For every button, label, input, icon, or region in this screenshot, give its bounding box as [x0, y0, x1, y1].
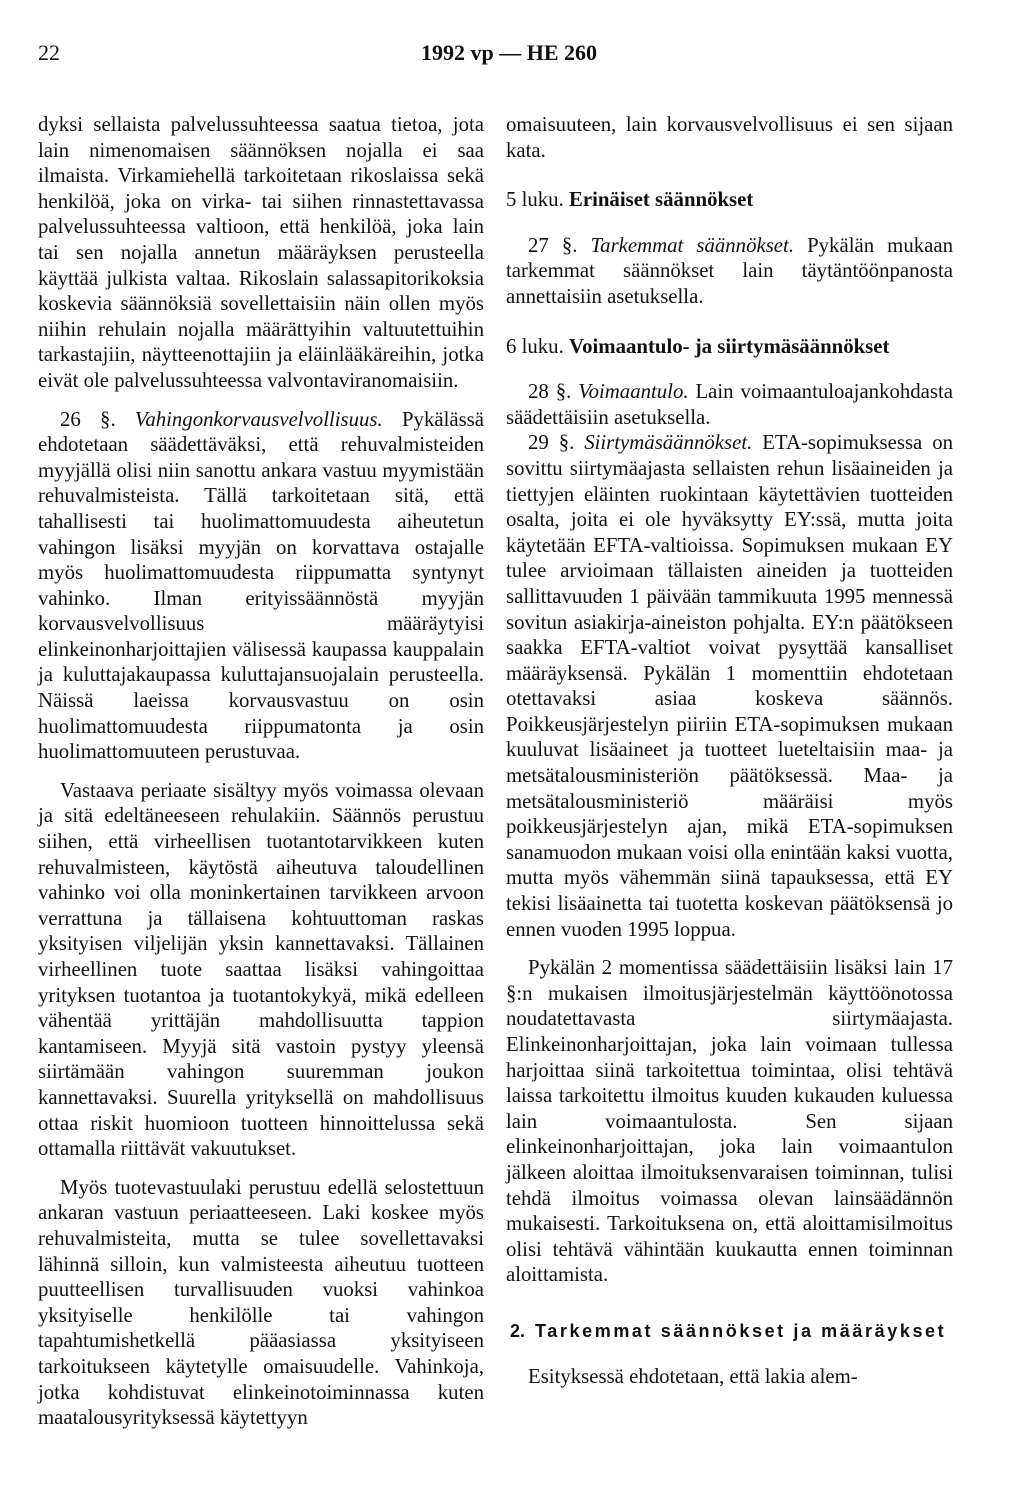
- section-2-heading: [506, 1318, 953, 1344]
- section-body: Pykälän mukaan tarkemmat säännökset lain täytäntöönpanosta annettaisiin asetuksella.: [506, 233, 953, 308]
- section-number: 26 §.: [60, 407, 116, 431]
- paragraph-product-liability: Myös tuotevastuulaki perustuu edellä selostettuun ankaran vastuun periaatteeseen. Laki koskee myös rehuvalmisteita, mutta se tulee sovellettavaksi lähinnä silloin, kun valmisteesta aiheutuu tuotteen puutteellisen turvallisuuden vuoksi vahinkoa yksityiselle henkilölle tai vahingon tapahtumishetkellä pääasiassa yksityiseen tarkoitukseen käytetylle omaisuudelle. Vahinkoja, jotka kohdistuvat elinkeinotoiminnassa kuten maatalousyrityksessä käytettyyn: [38, 1175, 484, 1430]
- section-title: Tarkemmat säännökset.: [590, 233, 795, 257]
- heading-number: 2.: [510, 1320, 526, 1341]
- page-header: [38, 40, 980, 80]
- section-29: [506, 430, 953, 942]
- section-body: ETA-sopimuksessa on sovittu siirtymäajasta sellaisten rehun lisäaineiden ja tiettyjen eläinten ruokintaan käytettävien tuotteiden osalta, joita ei ole hyväksytty EY:ssä, mutta joita käytetään EFTA-valtioissa. Sopimuksen mukaan EY tulee arvioimaan tällaisten aineiden ja tuotteiden sallittavuuden 1 päivään tammikuuta 1995 mennessä sovitun asiakirja-aineiston pohjalta. EY:n päätökseen saakka EFTA-valtiot voivat pysyttää kansalliset määräyksensä. Pykälän 1 momenttiin ehdotetaan otettavaksi asiaa koskeva säännös. Poikkeusjärjestelyn piiriin ETA-sopimuksen mukaan kuuluvat lisäaineet ja tuotteet lueteltaisiin maa- ja metsätalousministeriön päätöksessä. Maa- ja metsätalousministeriö määräisi myös poikkeusjärjestelyn ajan, mikä ETA-sopimuksen sanamuodon mukaan voisi olla enintään kaksi vuotta, mutta myös vähemmän siinä tapauksessa, että EY tekisi lisäainetta tai tuotetta koskevan päätöksensä jo ennen vuoden 1995 loppua.: [506, 431, 953, 941]
- section-number: 27 §.: [528, 233, 578, 257]
- chapter-title: Erinäiset säännökset: [568, 188, 754, 212]
- section-title: Voimaantulo.: [578, 380, 689, 404]
- section-28: [506, 379, 953, 430]
- section-26: [38, 407, 484, 765]
- section-number: 28 §.: [528, 380, 572, 404]
- section-body: Pykälässä ehdotetaan säädettäväksi, että rehuvalmisteiden myyjällä olisi niin sanottu ankara vastuu myymistään rehuvalmisteista. Tällä tarkoitetaan sitä, että tahallisesti tai huolimattomuudesta aiheutetun vahingon lisäksi myyjän on korvattava ostajalle myös huolimattomuudesta riippumatta syntynyt vahinko. Ilman erityissäännöstä myyjän korvausvelvollisuus määräytyisi elinkeinonharjoittajien välisessä kaupassa kauppalain ja kuluttajakaupassa kuluttajansuojalain perusteella. Näissä laeissa korvausvastuu on osin huolimattomuudesta riippumatonta ja osin huolimattomuuteen perustuvaa.: [38, 407, 485, 764]
- heading-title: Tarkemmat säännökset ja määräykset: [535, 1320, 947, 1341]
- left-column: [38, 112, 484, 1431]
- paragraph-transition: Pykälän 2 momentissa säädettäisiin lisäksi lain 17 §:n mukaisen ilmoitusjärjestelmän käyttöönotossa noudatettavasta siirtymäajasta. Elinkeinonharjoittajan, joka lain voimaan tullessa harjoittaa siinä tarkoitettua toimintaa, olisi tehtävä laissa tarkoitettu ilmoitus kuuden kukauden kuluessa lain voimaantulosta. Sen sijaan elinkeinonharjoittajan, joka lain voimaantulon jälkeen aloittaa ilmoituksenvaraisen toiminnan, tulisi tehdä ilmoitus voimassa olevan lainsäädännön mukaisesti. Tarkoituksena on, että aloittamisilmoitus olisi tehtävä vähintään kuukautta ennen toiminnan aloittamista.: [506, 956, 953, 1287]
- chapter-number: 5 luku.: [506, 188, 564, 212]
- section-body: Lain voimaantuloajankohdasta säädettäisiin asetuksella.: [506, 380, 953, 429]
- page-number: 22: [38, 40, 60, 65]
- section-title: Vahingonkorvausvelvollisuus.: [134, 407, 383, 431]
- chapter-6-heading: [506, 334, 953, 360]
- section-number: 29 §.: [528, 431, 575, 455]
- section-title: Siirtymäsäännökset.: [584, 431, 753, 455]
- right-column: [506, 112, 953, 1390]
- document-reference: 1992 vp — HE 260: [420, 40, 598, 65]
- paragraph-final: Esityksessä ehdotetaan, että lakia alem-: [528, 1364, 858, 1388]
- paragraph-confidentiality: dyksi sellaista palvelussuhteessa saatua tietoa, jota lain nimenomaisen säännöksen nojalla ei saa ilmaista. Virkamiehellä tarkoitetaan rikoslaissa sekä henkilöä, joka on virka- tai siihen rinnastettavassa palvelussuhteessa valtioon, että henkilöä, joka lain tai sen nojalla annetun määräyksen perusteella käyttää julkista valtaa. Rikoslain salassapitorikoksia koskevia säännöksiä sovellettaisiin näin ollen myös niihin rehulain nojalla määrättyihin valtuutettuihin tarkastajiin, näytteenottajiin ja eläinlääkäreihin, jotka eivät ole palvelussuhteessa valvontaviranomaisiin.: [38, 113, 484, 392]
- paragraph-principle: Vastaava periaate sisältyy myös voimassa olevaan ja sitä edeltäneeseen rehulakiin. Säännös perustuu siihen, että virheellisen tuotantotarvikkeen kuten rehuvalmisteen, käytöstä aiheutuva taloudellinen vahinko voi olla moninkertainen tarvikkeen arvoon verrattuna ja tällaisena kohtuuttoman raskas yksityisen viljelijän yksin kannettavaksi. Tällainen virheellinen tuote saattaa lisäksi vahingoittaa yrityksen tuotantoa ja tuotantokykyä, mikä edelleen vähentää yrittäjän mahdollisuutta tappion kantamiseen. Myyjä sitä vastoin pystyy yleensä siirtämään vahingon suuremman joukon kannettavaksi. Suurella yrityksellä on mahdollisuus ottaa riskit huomioon tuotteen hinnoittelussa sekä ottamalla riittävät vakuutukset.: [38, 778, 484, 1161]
- paragraph-continuation: omaisuuteen, lain korvausvelvollisuus ei sen sijaan kata.: [506, 113, 953, 162]
- chapter-title: Voimaantulo- ja siirtymäsäännökset: [568, 334, 890, 358]
- chapter-number: 6 luku.: [506, 334, 564, 358]
- section-27: [506, 233, 953, 310]
- chapter-5-heading: [506, 187, 953, 213]
